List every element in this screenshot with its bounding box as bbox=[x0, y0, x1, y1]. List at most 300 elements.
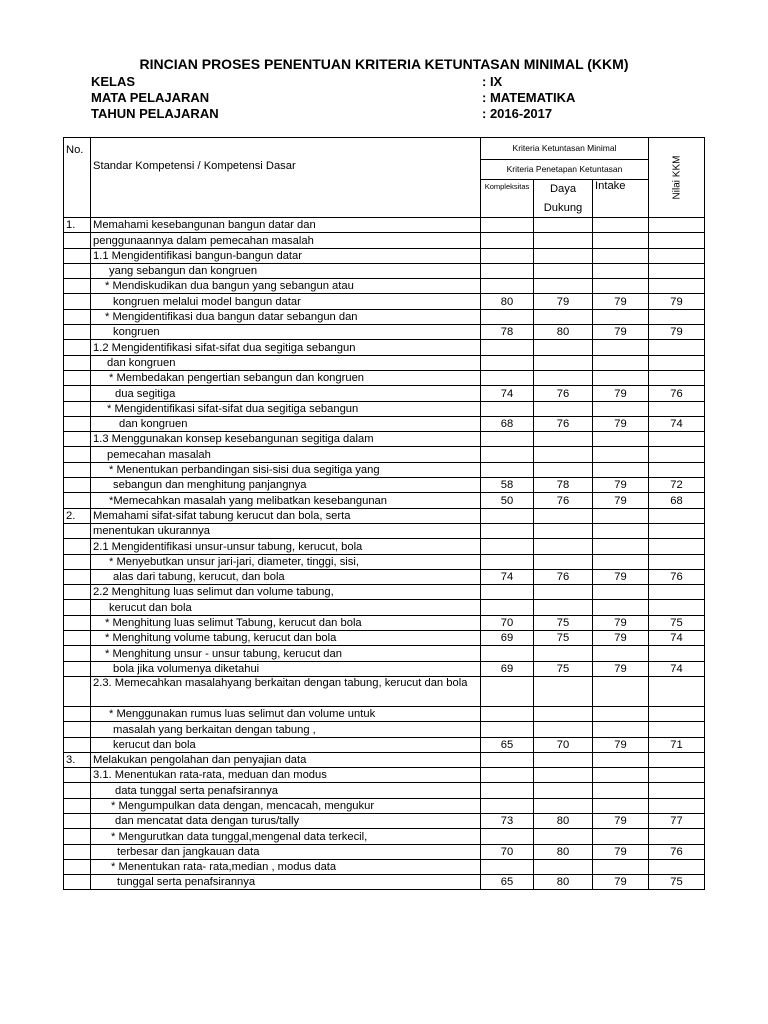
nilai-kkm-value bbox=[649, 432, 705, 447]
competency-text: bola jika volumenya diketahui bbox=[91, 661, 481, 676]
intake-value bbox=[593, 783, 649, 798]
kompleksitas-value bbox=[481, 279, 534, 294]
daya-dukung-value: 76 bbox=[534, 416, 593, 431]
nilai-kkm-value bbox=[649, 585, 705, 600]
row-number bbox=[64, 478, 91, 493]
intake-value: 79 bbox=[593, 737, 649, 752]
meta-label-mapel: MATA PELAJARAN bbox=[91, 90, 210, 105]
daya-dukung-value bbox=[534, 432, 593, 447]
kompleksitas-value bbox=[481, 554, 534, 569]
nilai-kkm-value bbox=[649, 401, 705, 416]
row-number bbox=[64, 569, 91, 584]
row-number bbox=[64, 462, 91, 477]
intake-value bbox=[593, 248, 649, 263]
nilai-kkm-value bbox=[649, 798, 705, 813]
kompleksitas-value bbox=[481, 248, 534, 263]
intake-value bbox=[593, 554, 649, 569]
kompleksitas-value bbox=[481, 309, 534, 324]
kompleksitas-value bbox=[481, 798, 534, 813]
intake-value: 79 bbox=[593, 569, 649, 584]
row-number: 1. bbox=[64, 218, 91, 233]
row-number bbox=[64, 615, 91, 630]
nilai-kkm-value bbox=[649, 829, 705, 844]
intake-value bbox=[593, 706, 649, 721]
nilai-kkm-value bbox=[649, 355, 705, 370]
nilai-kkm-value bbox=[649, 462, 705, 477]
nilai-kkm-value bbox=[649, 722, 705, 737]
daya-dukung-value bbox=[534, 355, 593, 370]
header-nilai-kkm-label: Nilai KKM bbox=[671, 155, 682, 200]
competency-text: dan mencatat data dengan turus/tally bbox=[91, 813, 481, 828]
daya-dukung-value bbox=[534, 752, 593, 767]
nilai-kkm-value: 75 bbox=[649, 615, 705, 630]
kompleksitas-value: 80 bbox=[481, 294, 534, 309]
daya-dukung-value: 76 bbox=[534, 493, 593, 508]
daya-dukung-value bbox=[534, 248, 593, 263]
kompleksitas-value bbox=[481, 829, 534, 844]
competency-text: 1.3 Menggunakan konsep kesebangunan segitiga dalam bbox=[91, 432, 481, 447]
table-row bbox=[64, 875, 705, 890]
header-standar-kompetensi: Standar Kompetensi / Kompetensi Dasar bbox=[91, 138, 481, 218]
nilai-kkm-value bbox=[649, 539, 705, 554]
nilai-kkm-value bbox=[649, 508, 705, 523]
table-row bbox=[64, 447, 705, 462]
table-row bbox=[64, 813, 705, 828]
daya-dukung-value bbox=[534, 829, 593, 844]
daya-dukung-value bbox=[534, 722, 593, 737]
table-row bbox=[64, 752, 705, 767]
header-intake: Intake bbox=[593, 180, 649, 218]
row-number bbox=[64, 783, 91, 798]
row-number bbox=[64, 829, 91, 844]
competency-text: * Mengidentifikasi sifat-sifat dua segitiga sebangun bbox=[91, 401, 481, 416]
intake-value: 79 bbox=[593, 615, 649, 630]
meta-label-tahun: TAHUN PELAJARAN bbox=[91, 106, 219, 121]
intake-value: 79 bbox=[593, 875, 649, 890]
table-row bbox=[64, 462, 705, 477]
kompleksitas-value: 68 bbox=[481, 416, 534, 431]
intake-value bbox=[593, 722, 649, 737]
daya-dukung-value: 75 bbox=[534, 615, 593, 630]
kompleksitas-value bbox=[481, 783, 534, 798]
daya-dukung-value: 80 bbox=[534, 325, 593, 340]
intake-value bbox=[593, 370, 649, 385]
intake-value bbox=[593, 829, 649, 844]
daya-dukung-value bbox=[534, 600, 593, 615]
intake-value bbox=[593, 263, 649, 278]
nilai-kkm-value bbox=[649, 676, 705, 706]
kompleksitas-value: 58 bbox=[481, 478, 534, 493]
nilai-kkm-value bbox=[649, 783, 705, 798]
nilai-kkm-value: 74 bbox=[649, 416, 705, 431]
intake-value bbox=[593, 340, 649, 355]
table-row bbox=[64, 401, 705, 416]
row-number bbox=[64, 676, 91, 706]
row-number bbox=[64, 233, 91, 248]
row-number bbox=[64, 416, 91, 431]
header-no: No. bbox=[64, 138, 91, 218]
table-row bbox=[64, 355, 705, 370]
table-row bbox=[64, 783, 705, 798]
nilai-kkm-value: 79 bbox=[649, 325, 705, 340]
table-row bbox=[64, 370, 705, 385]
daya-dukung-value bbox=[534, 539, 593, 554]
kompleksitas-value: 70 bbox=[481, 615, 534, 630]
table-row bbox=[64, 737, 705, 752]
row-number bbox=[64, 248, 91, 263]
kompleksitas-value bbox=[481, 218, 534, 233]
daya-dukung-value: 76 bbox=[534, 569, 593, 584]
nilai-kkm-value: 76 bbox=[649, 844, 705, 859]
row-number bbox=[64, 646, 91, 661]
row-number bbox=[64, 585, 91, 600]
table-row bbox=[64, 294, 705, 309]
competency-text: * Menentukan rata- rata,median , modus data bbox=[91, 859, 481, 874]
intake-value bbox=[593, 233, 649, 248]
competency-text: 1.1 Mengidentifikasi bangun-bangun datar bbox=[91, 248, 481, 263]
nilai-kkm-value bbox=[649, 233, 705, 248]
row-number bbox=[64, 279, 91, 294]
nilai-kkm-value bbox=[649, 309, 705, 324]
meta-value-tahun: : 2016-2017 bbox=[482, 106, 553, 121]
row-number bbox=[64, 859, 91, 874]
table-row bbox=[64, 706, 705, 721]
competency-text: sebangun dan menghitung panjangnya bbox=[91, 478, 481, 493]
daya-dukung-value bbox=[534, 585, 593, 600]
competency-text: * Mengidentifikasi dua bangun datar sebangun dan bbox=[91, 309, 481, 324]
competency-text: alas dari tabung, kerucut, dan bola bbox=[91, 569, 481, 584]
table-row bbox=[64, 798, 705, 813]
intake-value bbox=[593, 798, 649, 813]
intake-value bbox=[593, 309, 649, 324]
competency-text: terbesar dan jangkauan data bbox=[91, 844, 481, 859]
nilai-kkm-value: 68 bbox=[649, 493, 705, 508]
table-row bbox=[64, 325, 705, 340]
table-row bbox=[64, 585, 705, 600]
nilai-kkm-value bbox=[649, 370, 705, 385]
competency-text: dan kongruen bbox=[91, 355, 481, 370]
kompleksitas-value bbox=[481, 401, 534, 416]
competency-text: * Mengurutkan data tunggal,mengenal data terkecil, bbox=[91, 829, 481, 844]
daya-dukung-value bbox=[534, 279, 593, 294]
competency-text: kerucut dan bola bbox=[91, 600, 481, 615]
competency-text: dan kongruen bbox=[91, 416, 481, 431]
competency-text: 2.1 Mengidentifikasi unsur-unsur tabung, kerucut, bola bbox=[91, 539, 481, 554]
kompleksitas-value: 73 bbox=[481, 813, 534, 828]
daya-dukung-value bbox=[534, 218, 593, 233]
table-row bbox=[64, 416, 705, 431]
daya-dukung-value: 80 bbox=[534, 875, 593, 890]
competency-text: * Mendiskudikan dua bangun yang sebangun atau bbox=[91, 279, 481, 294]
table-row bbox=[64, 523, 705, 538]
kompleksitas-value bbox=[481, 859, 534, 874]
competency-text: masalah yang berkaitan dengan tabung , bbox=[91, 722, 481, 737]
daya-dukung-value bbox=[534, 554, 593, 569]
competency-text: 2.2 Menghitung luas selimut dan volume tabung, bbox=[91, 585, 481, 600]
row-number bbox=[64, 263, 91, 278]
meta-value-kelas: : IX bbox=[482, 74, 503, 89]
competency-text: Memahami kesebangunan bangun datar dan bbox=[91, 218, 481, 233]
table-row bbox=[64, 554, 705, 569]
row-number bbox=[64, 737, 91, 752]
nilai-kkm-value: 76 bbox=[649, 386, 705, 401]
competency-text: 1.2 Mengidentifikasi sifat-sifat dua segitiga sebangun bbox=[91, 340, 481, 355]
table-row bbox=[64, 386, 705, 401]
nilai-kkm-value bbox=[649, 752, 705, 767]
table-row bbox=[64, 233, 705, 248]
competency-text: kongruen bbox=[91, 325, 481, 340]
header-kpk: Kriteria Penetapan Ketuntasan bbox=[481, 160, 649, 180]
nilai-kkm-value: 74 bbox=[649, 631, 705, 646]
daya-dukung-value: 70 bbox=[534, 737, 593, 752]
intake-value bbox=[593, 752, 649, 767]
nilai-kkm-value bbox=[649, 646, 705, 661]
daya-dukung-value: 76 bbox=[534, 386, 593, 401]
nilai-kkm-value bbox=[649, 768, 705, 783]
header-kompleksitas: Kompleksitas bbox=[481, 180, 534, 218]
kompleksitas-value: 69 bbox=[481, 631, 534, 646]
intake-value: 79 bbox=[593, 844, 649, 859]
table-row bbox=[64, 844, 705, 859]
daya-dukung-value bbox=[534, 646, 593, 661]
kompleksitas-value: 74 bbox=[481, 386, 534, 401]
intake-value bbox=[593, 523, 649, 538]
daya-dukung-value bbox=[534, 768, 593, 783]
daya-dukung-value bbox=[534, 263, 593, 278]
intake-value bbox=[593, 859, 649, 874]
intake-value: 79 bbox=[593, 661, 649, 676]
row-number bbox=[64, 554, 91, 569]
intake-value: 79 bbox=[593, 813, 649, 828]
table-row bbox=[64, 263, 705, 278]
competency-text: * Menghitung volume tabung, kerucut dan bola bbox=[91, 631, 481, 646]
competency-text: * Menghitung unsur - unsur tabung, kerucut dan bbox=[91, 646, 481, 661]
competency-text: * Menggunakan rumus luas selimut dan volume untuk bbox=[91, 706, 481, 721]
kompleksitas-value bbox=[481, 585, 534, 600]
row-number bbox=[64, 600, 91, 615]
table-row bbox=[64, 309, 705, 324]
nilai-kkm-value: 76 bbox=[649, 569, 705, 584]
intake-value bbox=[593, 768, 649, 783]
intake-value bbox=[593, 355, 649, 370]
competency-text: dua segitiga bbox=[91, 386, 481, 401]
competency-text: * Membedakan pengertian sebangun dan kongruen bbox=[91, 370, 481, 385]
daya-dukung-value bbox=[534, 859, 593, 874]
nilai-kkm-value: 79 bbox=[649, 294, 705, 309]
nilai-kkm-value: 72 bbox=[649, 478, 705, 493]
row-number bbox=[64, 386, 91, 401]
kompleksitas-value: 65 bbox=[481, 737, 534, 752]
daya-dukung-value: 75 bbox=[534, 631, 593, 646]
row-number bbox=[64, 798, 91, 813]
intake-value: 79 bbox=[593, 386, 649, 401]
row-number bbox=[64, 493, 91, 508]
row-number bbox=[64, 661, 91, 676]
table-row bbox=[64, 218, 705, 233]
competency-text: kongruen melalui model bangun datar bbox=[91, 294, 481, 309]
kompleksitas-value bbox=[481, 508, 534, 523]
table-row bbox=[64, 432, 705, 447]
daya-dukung-value bbox=[534, 370, 593, 385]
table-row bbox=[64, 279, 705, 294]
document-title: RINCIAN PROSES PENENTUAN KRITERIA KETUNTASAN MINIMAL (KKM) bbox=[139, 56, 629, 72]
nilai-kkm-value bbox=[649, 263, 705, 278]
kompleksitas-value bbox=[481, 263, 534, 278]
daya-dukung-value bbox=[534, 309, 593, 324]
table-row bbox=[64, 676, 705, 706]
competency-text: Memahami sifat-sifat tabung kerucut dan bola, serta bbox=[91, 508, 481, 523]
header-nilai-kkm bbox=[649, 138, 705, 218]
row-number bbox=[64, 875, 91, 890]
kompleksitas-value: 50 bbox=[481, 493, 534, 508]
header-dukung: Dukung bbox=[534, 200, 593, 218]
competency-text: data tunggal serta penafsirannya bbox=[91, 783, 481, 798]
competency-text: menentukan ukurannya bbox=[91, 523, 481, 538]
nilai-kkm-value bbox=[649, 523, 705, 538]
kompleksitas-value bbox=[481, 722, 534, 737]
kompleksitas-value bbox=[481, 646, 534, 661]
row-number bbox=[64, 631, 91, 646]
table-row bbox=[64, 646, 705, 661]
row-number bbox=[64, 370, 91, 385]
table-row bbox=[64, 829, 705, 844]
intake-value bbox=[593, 447, 649, 462]
intake-value bbox=[593, 676, 649, 706]
kompleksitas-value: 74 bbox=[481, 569, 534, 584]
competency-text: * Menentukan perbandingan sisi-sisi dua segitiga yang bbox=[91, 462, 481, 477]
table-row bbox=[64, 600, 705, 615]
kompleksitas-value bbox=[481, 600, 534, 615]
nilai-kkm-value bbox=[649, 447, 705, 462]
table-row bbox=[64, 661, 705, 676]
intake-value bbox=[593, 508, 649, 523]
intake-value bbox=[593, 462, 649, 477]
competency-text: * Menghitung luas selimut Tabung, kerucut dan bola bbox=[91, 615, 481, 630]
kompleksitas-value bbox=[481, 768, 534, 783]
table-row bbox=[64, 615, 705, 630]
row-number bbox=[64, 706, 91, 721]
intake-value: 79 bbox=[593, 325, 649, 340]
intake-value bbox=[593, 432, 649, 447]
kompleksitas-value bbox=[481, 447, 534, 462]
header-daya: Daya bbox=[534, 180, 593, 200]
competency-text: pemecahan masalah bbox=[91, 447, 481, 462]
kompleksitas-value bbox=[481, 340, 534, 355]
nilai-kkm-value bbox=[649, 554, 705, 569]
nilai-kkm-value: 77 bbox=[649, 813, 705, 828]
intake-value: 79 bbox=[593, 294, 649, 309]
kompleksitas-value bbox=[481, 462, 534, 477]
row-number bbox=[64, 447, 91, 462]
intake-value: 79 bbox=[593, 493, 649, 508]
intake-value bbox=[593, 600, 649, 615]
intake-value bbox=[593, 279, 649, 294]
daya-dukung-value: 79 bbox=[534, 294, 593, 309]
table-row bbox=[64, 539, 705, 554]
intake-value: 79 bbox=[593, 631, 649, 646]
intake-value bbox=[593, 646, 649, 661]
kompleksitas-value bbox=[481, 370, 534, 385]
row-number bbox=[64, 722, 91, 737]
row-number bbox=[64, 401, 91, 416]
row-number: 2. bbox=[64, 508, 91, 523]
daya-dukung-value: 78 bbox=[534, 478, 593, 493]
competency-text: kerucut dan bola bbox=[91, 737, 481, 752]
row-number bbox=[64, 294, 91, 309]
row-number bbox=[64, 309, 91, 324]
kompleksitas-value bbox=[481, 752, 534, 767]
competency-text: *Memecahkan masalah yang melibatkan kesebangunan bbox=[91, 493, 481, 508]
table-row bbox=[64, 478, 705, 493]
daya-dukung-value bbox=[534, 508, 593, 523]
table-row bbox=[64, 569, 705, 584]
daya-dukung-value bbox=[534, 447, 593, 462]
daya-dukung-value bbox=[534, 233, 593, 248]
meta-label-kelas: KELAS bbox=[91, 74, 136, 89]
daya-dukung-value: 75 bbox=[534, 661, 593, 676]
row-number bbox=[64, 844, 91, 859]
competency-text: 2.3. Memecahkan masalahyang berkaitan dengan tabung, kerucut dan bola bbox=[91, 676, 481, 706]
competency-text: * Mengumpulkan data dengan, mencacah, mengukur bbox=[91, 798, 481, 813]
nilai-kkm-value: 75 bbox=[649, 875, 705, 890]
daya-dukung-value bbox=[534, 783, 593, 798]
table-row bbox=[64, 493, 705, 508]
daya-dukung-value bbox=[534, 462, 593, 477]
kompleksitas-value: 65 bbox=[481, 875, 534, 890]
daya-dukung-value: 80 bbox=[534, 844, 593, 859]
intake-value bbox=[593, 401, 649, 416]
nilai-kkm-value bbox=[649, 706, 705, 721]
daya-dukung-value bbox=[534, 798, 593, 813]
row-number bbox=[64, 325, 91, 340]
daya-dukung-value bbox=[534, 340, 593, 355]
kompleksitas-value bbox=[481, 523, 534, 538]
row-number bbox=[64, 539, 91, 554]
intake-value: 79 bbox=[593, 478, 649, 493]
row-number bbox=[64, 813, 91, 828]
header-kkm: Kriteria Ketuntasan Minimal bbox=[481, 138, 649, 160]
kompleksitas-value bbox=[481, 706, 534, 721]
nilai-kkm-value bbox=[649, 279, 705, 294]
nilai-kkm-value: 74 bbox=[649, 661, 705, 676]
competency-text: 3.1. Menentukan rata-rata, meduan dan modus bbox=[91, 768, 481, 783]
row-number bbox=[64, 523, 91, 538]
kkm-table bbox=[63, 137, 705, 890]
table-row bbox=[64, 768, 705, 783]
table-row bbox=[64, 631, 705, 646]
daya-dukung-value bbox=[534, 401, 593, 416]
table-row bbox=[64, 340, 705, 355]
nilai-kkm-value bbox=[649, 859, 705, 874]
table-row bbox=[64, 722, 705, 737]
daya-dukung-value bbox=[534, 676, 593, 706]
row-number bbox=[64, 768, 91, 783]
row-number bbox=[64, 340, 91, 355]
intake-value bbox=[593, 539, 649, 554]
nilai-kkm-value bbox=[649, 340, 705, 355]
kompleksitas-value bbox=[481, 432, 534, 447]
nilai-kkm-value bbox=[649, 218, 705, 233]
kompleksitas-value bbox=[481, 355, 534, 370]
nilai-kkm-value bbox=[649, 600, 705, 615]
competency-text: tunggal serta penafsirannya bbox=[91, 875, 481, 890]
row-number bbox=[64, 432, 91, 447]
competency-text: * Menyebutkan unsur jari-jari, diameter, tinggi, sisi, bbox=[91, 554, 481, 569]
daya-dukung-value bbox=[534, 523, 593, 538]
nilai-kkm-value: 71 bbox=[649, 737, 705, 752]
competency-text: penggunaannya dalam pemecahan masalah bbox=[91, 233, 481, 248]
kompleksitas-value: 78 bbox=[481, 325, 534, 340]
